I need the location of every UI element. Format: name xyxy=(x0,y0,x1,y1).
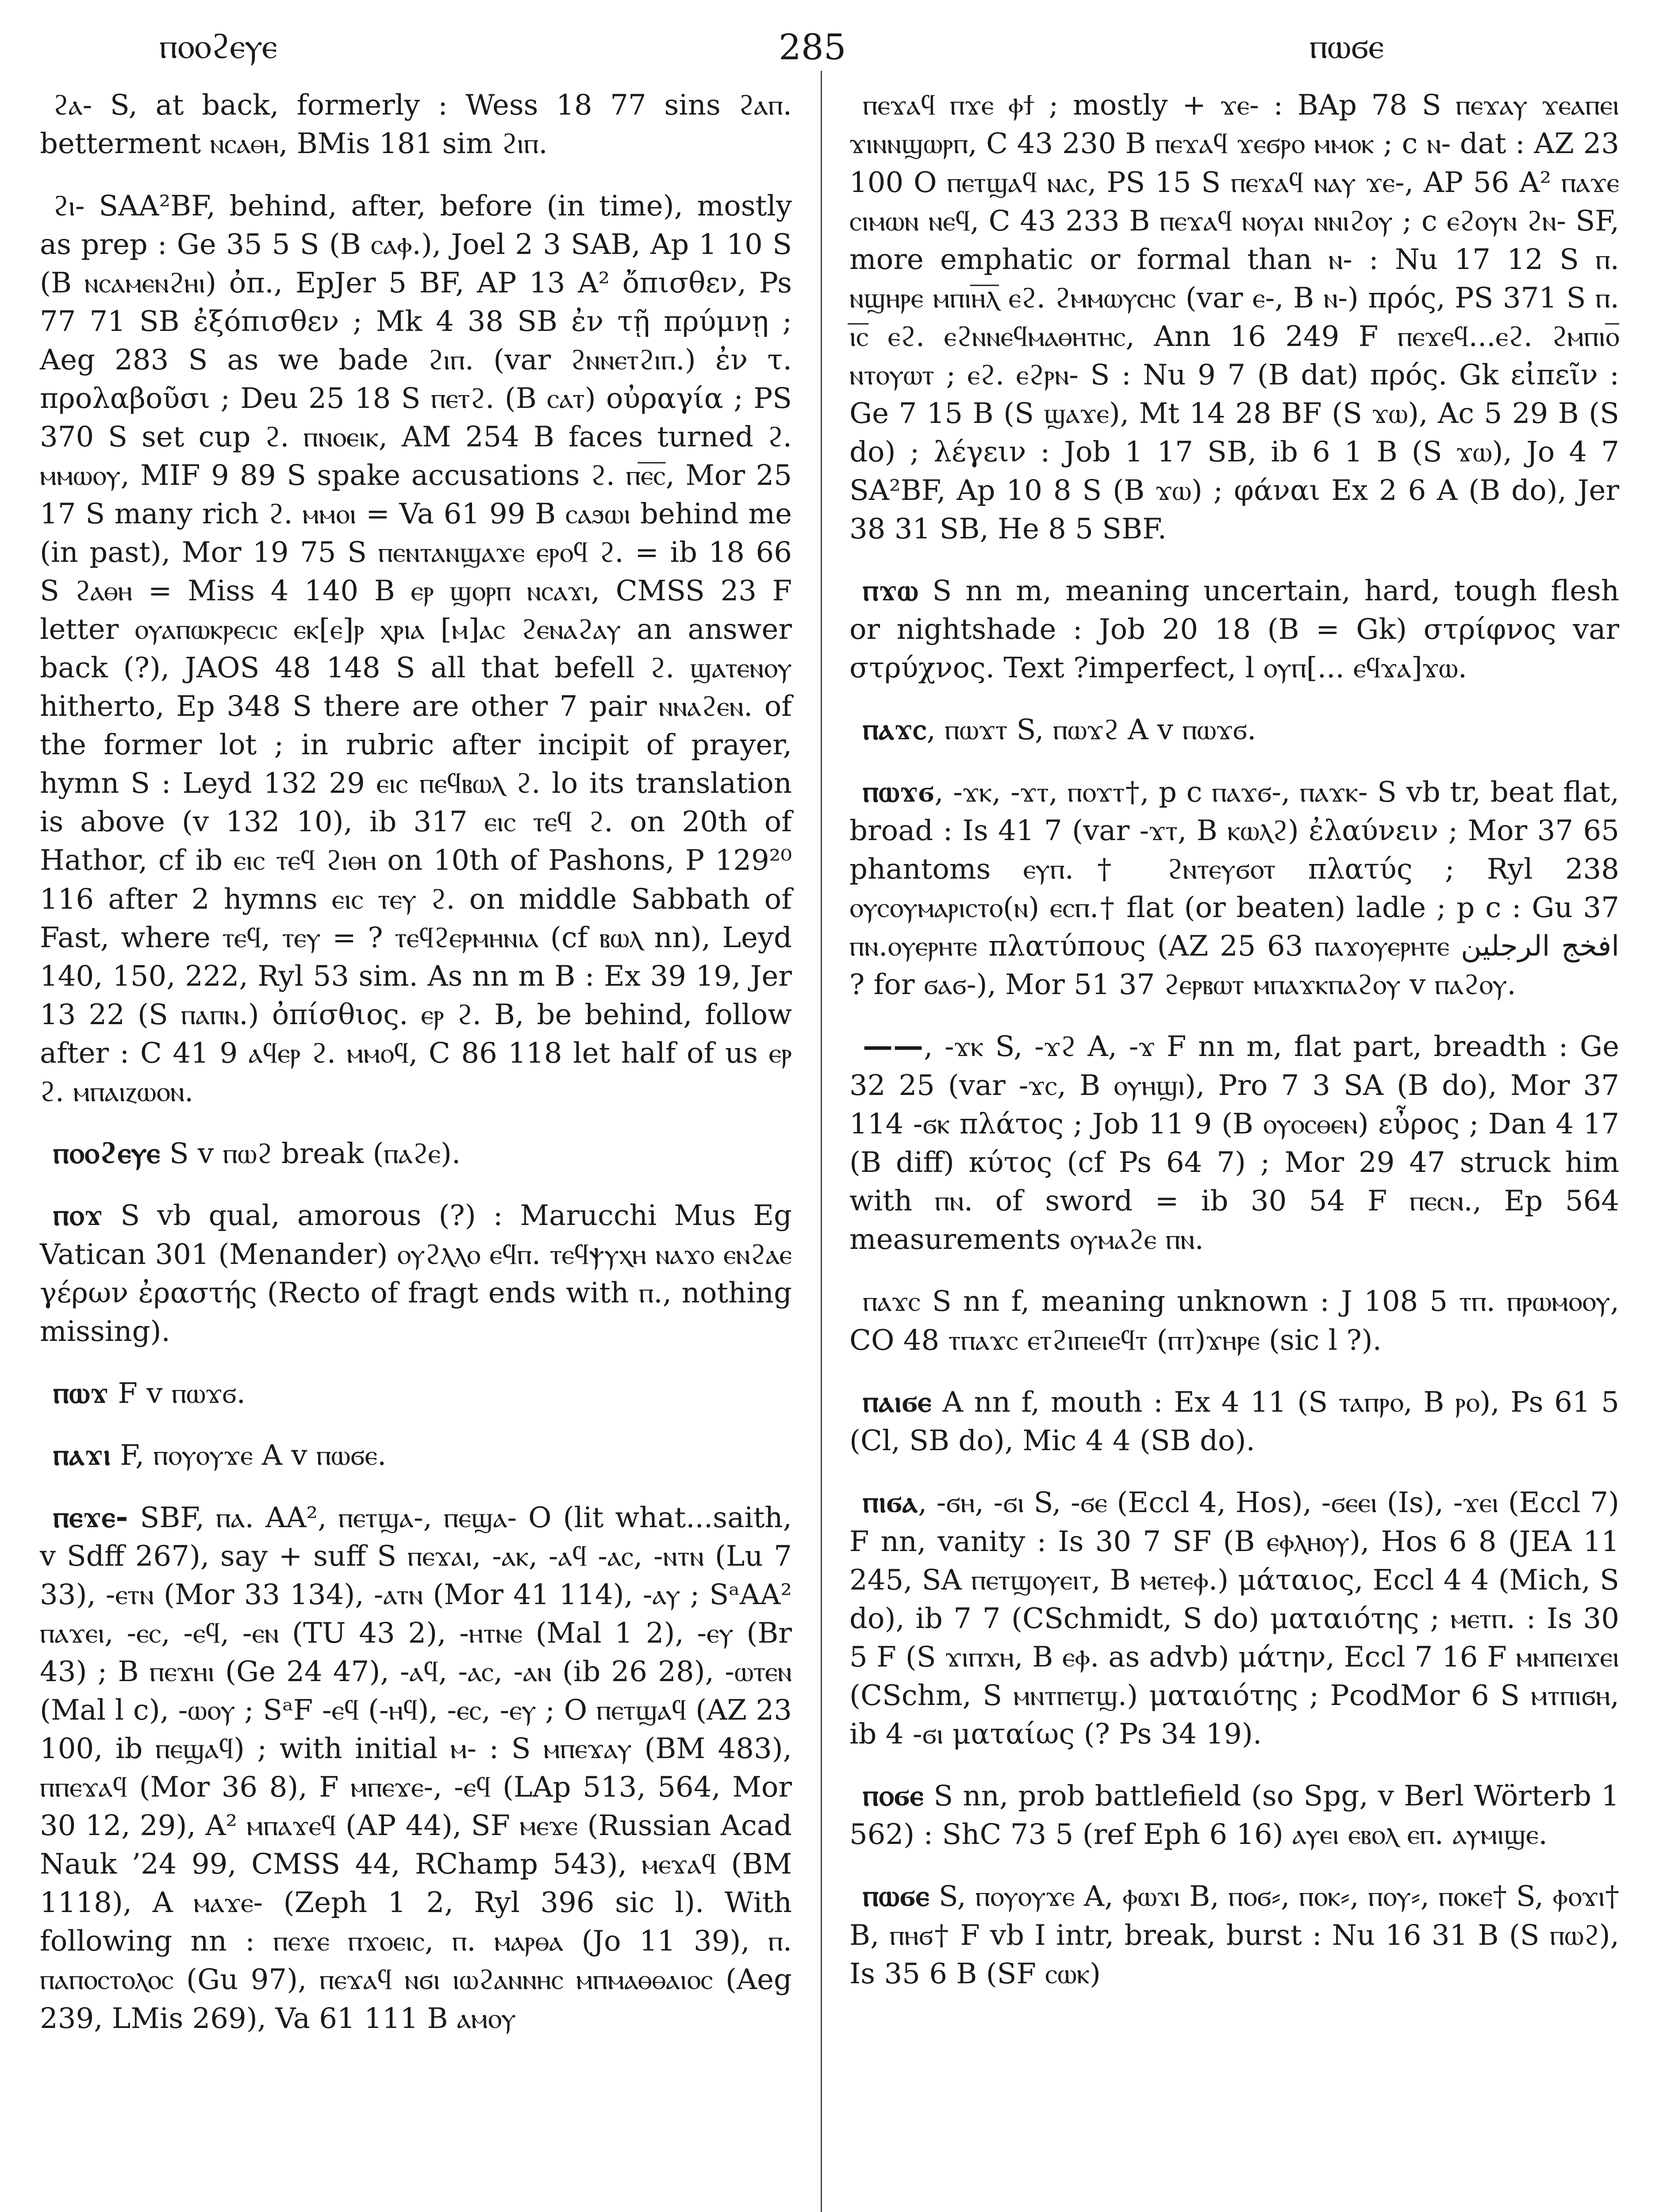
entry xyxy=(849,1025,1619,1259)
entry-headword: ⲡⲁϫⲥ xyxy=(863,711,927,747)
entry-text: ⲡⲉϫⲁϥ ⲡϫⲉ ⲫϯ ; mostly + ϫⲉ- : BAp 78 S ⲡⲉϫⲁⲩ ϫⲉⲁⲡⲉⲓ ϫⲓⲛⲛϣⲱⲣⲡ, C 43 230 B ⲡⲉϫⲁϥ ϫⲉϭⲣⲟ ⲙⲙⲟⲕ ; c ⲛ- dat : AZ 23 100 O ⲡⲉⲧϣⲁϥ ⲛⲁⲥ, PS 15 S ⲡⲉϫⲁϥ ⲛⲁⲩ ϫⲉ-, AP 56 A² ⲡⲁϫⲉ ⲥⲓⲙⲱⲛ ⲛⲉϥ, C 43 233 B ⲡⲉϫⲁϥ ⲛⲟⲩⲁⲓ ⲛⲛⲓϩⲟⲩ ; c ⲉϩⲟⲩⲛ ϩⲛ- SF, more emphatic or formal than ⲛ- : Nu 17 12 S ⲡ. ⲛϣⲏⲣⲉ ⲙⲡⲓⲏ̅ⲗ̅ ⲉϩ. ϩⲙⲙⲱⲩⲥⲏⲥ (var ⲉ-, B ⲛ-) πρός, PS 371 S ⲡ. ⲓ̅ⲥ̅ ⲉϩ. ⲉϩⲛⲛⲉϥⲙⲁⲑⲏⲧⲏⲥ, Ann 16 249 F ⲡⲉϫⲉϥ...ⲉϩ. ϩⲙⲡⲓⲟ̅ ⲛⲧⲟⲩⲱⲧ ; ⲉϩ. ⲉϩⲣⲛ- S : Nu 9 7 (B dat) πρός. Gk εἰπεῖν : Ge 7 15 B (S ϣⲁϫⲉ), Mt 14 28 BF (S ϫⲱ), Ac 5 29 B (S do) ; λέγειν : Job 1 17 SB, ib 6 1 B (S ϫⲱ), Jo 4 7 SA²BF, Ap 10 8 S (B ϫⲱ) ; φάναι Ex 2 6 A (B do), Jer 38 31 SB, He 8 5 SBF. xyxy=(849,89,1619,545)
entry-headword: ⲡⲟϫ xyxy=(53,1197,104,1233)
entry-headword: ⲡⲓϭⲁ xyxy=(863,1484,918,1520)
entry-headword: —— xyxy=(863,1028,924,1064)
entry-headword: ⲡⲟϭⲉ xyxy=(863,1777,924,1813)
entry-text: ϩⲁ- S, at back, formerly : Wess 18 77 sins ϩⲁⲡ. betterment ⲛⲥⲁⲑⲏ, BMis 181 sim ϩⲓⲡ. xyxy=(40,89,792,161)
entry xyxy=(849,1875,1619,1993)
entry-text: S vb qual, amorous (?) : Marucchi Mus Eg Vatican 301 (Menander) ⲟⲩϩⲗⲗⲟ ⲉϥⲡ. ⲧⲉϥⲯⲩⲭⲏ ⲛⲁϫⲟ ⲉⲛϩⲁⲉ γέρων ἐραστής (Recto of fragt ends with ⲡ., nothing missing). xyxy=(40,1199,792,1348)
entry xyxy=(40,1497,792,2038)
page-number: 285 xyxy=(779,27,846,68)
entry-headword: ⲡⲱϫ xyxy=(53,1375,109,1410)
entry-text: F v ⲡⲱϫϭ. xyxy=(109,1377,246,1410)
entry-headword: ⲡⲁⲓϭⲉ xyxy=(863,1383,932,1419)
entry-headword: ⲡⲱϭⲉ xyxy=(863,1878,930,1914)
entry xyxy=(849,84,1619,549)
entry-headword: ⲡⲱϫϭ xyxy=(863,773,935,809)
entry-headword: ⲡⲁϫⲓ xyxy=(53,1437,111,1473)
entry-text: ⲡⲁϫⲥ S nn f, meaning unknown : J 108 5 ⲧⲡ. ⲡⲣⲱⲙⲟⲟⲩ, CO 48 ⲧⲡⲁϫⲥ ⲉⲧϩⲓⲡⲉⲓⲉϥⲧ (ⲡⲧ)ϫⲏⲣⲉ (sic l ?). xyxy=(849,1285,1619,1357)
header-left-guideword: ⲡⲟⲟϩⲉⲩⲉ xyxy=(159,27,277,66)
entry xyxy=(849,771,1619,1005)
entry-text: S v ⲡⲱϩ break (ⲡⲁϩⲉ). xyxy=(160,1137,461,1170)
entry xyxy=(849,1775,1619,1855)
entry-headword: ⲡϫⲱ xyxy=(863,572,919,608)
entry-text: , -ϫⲕ, -ϫⲧ, ⲡⲟϫⲧ†, p c ⲡⲁϫϭ-, ⲡⲁϫⲕ- S vb tr, beat flat, broad : Is 41 7 (var -ϫⲧ, B ⲕⲱⲗϩ) ἐλαύνειν ; Mor 37 65 phantoms ⲉⲩⲡ.† ϩⲛⲧⲉⲩϭⲟⲧ πλατύς ; Ryl 238 ⲟⲩⲥⲟⲩⲙⲁⲣⲓⲥⲧⲟ(ⲛ) ⲉⲥⲡ.† flat (or beaten) ladle ; p c : Gu 37 ⲡⲛ.ⲟⲩⲉⲣⲏⲧⲉ πλατύπους (AZ 25 63 ⲡⲁϫⲟⲩⲉⲣⲏⲧⲉ افخج الرجلين ? for ϭⲁϭ-), Mor 51 37 ϩⲉⲣⲃⲱⲧ ⲙⲡⲁϫⲕⲡⲁϩⲟⲩ v ⲡⲁϩⲟⲩ. xyxy=(849,776,1619,1002)
entry-text: ϩⲓ- SAA²BF, behind, after, before (in time), mostly as prep : Ge 35 5 S (B ⲥⲁⲫ.), Joel 2 3 SAB, Ap 1 10 S (B ⲛⲥⲁⲙⲉⲛϩⲏⲓ) ὀπ., EpJer 5 BF, AP 13 A² ὄπισθεν, Ps 77 71 SB ἐξόπισθεν ; Mk 4 38 SB ἐν τῇ πρύμνῃ ; Aeg 283 S as we bade ϩⲓⲡ. (var ϩⲛⲛⲉⲧϩⲓⲡ.) ἐν τ. προλαβοῦσι ; Deu 25 18 S ⲡⲉⲧϩ. (B ⲥⲁⲧ) οὐραγία ; PS 370 S set cup ϩ. ⲡⲛⲟⲉⲓⲕ, AM 254 B faces turned ϩ. ⲙⲙⲱⲟⲩ, MIF 9 89 S spake accusations ϩ. ⲡⲉ̅ⲥ̅, Mor 25 17 S many rich ϩ. ⲙⲙⲟⲓ = Va 61 99 B ⲥⲁϧⲱⲓ behind me (in past), Mor 19 75 S ⲡⲉⲛⲧⲁⲛϣⲁϫⲉ ⲉⲣⲟϥ ϩ. = ib 18 66 S ϩⲁⲑⲏ = Miss 4 140 B ⲉⲣ ϣⲟⲣⲡ ⲛⲥⲁϫⲓ, CMSS 23 F letter ⲟⲩⲁⲡⲱⲕⲣⲉⲥⲓⲥ ⲉⲕ[ⲉ]ⲣ ⲭⲣⲓⲁ [ⲙ]ⲁⲥ ϩⲉⲛⲁϩⲁⲩ an answer back (?), JAOS 48 148 S all that befell ϩ. ϣⲁⲧⲉⲛⲟⲩ hitherto, Ep 348 S there are other 7 pair ⲛⲛⲁϩⲉⲛ. of the former lot ; in rubric after incipit of prayer, hymn S : Leyd 132 29 ⲉⲓⲥ ⲡⲉϥⲃⲱⲗ ϩ. lo its translation is above (v 132 10), ib 317 ⲉⲓⲥ ⲧⲉϥ ϩ. on 20th of Hathor, cf ib ⲉⲓⲥ ⲧⲉϥ ϩⲓⲑⲏ on 10th of Pashons, P 129²⁰ 116 after 2 hymns ⲉⲓⲥ ⲧⲉⲩ ϩ. on middle Sabbath of Fast, where ⲧⲉϥ, ⲧⲉⲩ = ? ⲧⲉϥϩⲉⲣⲙⲏⲛⲓⲁ (cf ⲃⲱⲗ nn), Leyd 140, 150, 222, Ryl 53 sim. As nn m B : Ex 39 19, Jer 13 22 (S ⲡⲁⲡⲛ.) ὀπίσθιος. ⲉⲣ ϩ. B, be behind, follow after : C 41 9 ⲁϥⲉⲣ ϩ. ⲙⲙⲟϥ, C 86 118 let half of us ⲉⲣ ϩ. ⲙⲡⲁⲓⲍⲱⲟⲛ. xyxy=(40,189,792,1108)
entry xyxy=(40,1133,792,1173)
right-column xyxy=(849,84,1619,2015)
entry-text: S nn m, meaning uncertain, hard, tough flesh or nightshade : Job 20 18 (B = Gk) στρίφνος var στρύχνος. Text ?imperfect, l ⲟⲩⲡ[... ⲉϥϫⲁ]ϫⲱ. xyxy=(849,574,1619,685)
entry xyxy=(40,1372,792,1413)
entry-headword: ⲡⲟⲟϩⲉⲩⲉ xyxy=(53,1135,161,1171)
entry xyxy=(849,709,1619,749)
entry xyxy=(849,1482,1619,1754)
left-column xyxy=(40,84,792,2059)
entry-text: S nn, prob battlefield (so Spg, v Berl Wörterb 1 562) : ShC 73 5 (ref Eph 6 16) ⲁⲩⲉⲓ ⲉⲃⲟⲗ ⲉⲡ. ⲁⲩⲙⲓϣⲉ. xyxy=(849,1779,1619,1851)
entry-text: , -ϭⲏ, -ϭⲓ S, -ϭⲉ (Eccl 4, Hos), -ϭⲉⲉⲓ (Is), -ϫⲉⲓ (Eccl 7) F nn, vanity : Is 30 7 SF (B ⲉⲫⲗⲏⲟⲩ), Hos 6 8 (JEA 11 245, SA ⲡⲉⲧϣⲟⲩⲉⲓⲧ, B ⲙⲉⲧⲉⲫ.) μάταιος, Eccl 4 4 (Mich, S do), ib 7 7 (CSchmidt, S do) ματαιότης ; ⲙⲉⲧⲡ. : Is 30 5 F (S ϫⲓⲡϫⲏ, B ⲉⲫ. as advb) μάτην, Eccl 7 16 F ⲙⲙⲡⲉⲓϫⲉⲓ (CSchm, S ⲙⲛⲧⲡⲉⲧϣ.) ματαιότης ; PcodMor 6 S ⲙⲧⲡⲓϭⲏ, ib 4 -ϭⲓ ματαίως (? Ps 34 19). xyxy=(849,1486,1619,1751)
entry-text: , -ϫⲕ S, -ϫϩ A, -ϫ F nn m, flat part, breadth : Ge 32 25 (var -ϫⲥ, B ⲟⲩⲏϣⲓ), Pro 7 3 SA (B do), Mor 37 114 -ϭⲕ πλάτος ; Job 11 9 (B ⲟⲩⲟⲥⲑⲉⲛ) εὖρος ; Dan 4 17 (B diff) κύτος (cf Ps 64 7) ; Mor 29 47 struck him with ⲡⲛ. of sword = ib 30 54 F ⲡⲉⲥⲛ., Ep 564 measurements ⲟⲩⲙⲁϩⲉ ⲡⲛ. xyxy=(849,1030,1619,1256)
entry xyxy=(40,185,792,1111)
entry xyxy=(40,84,792,164)
entry xyxy=(849,1280,1619,1360)
header-right-guideword: ⲡⲱϭⲉ xyxy=(1309,27,1384,66)
entry-text: S, ⲡⲟⲩⲟⲩϫⲉ A, ⲫⲱϫⲓ B, ⲡⲟϭ⸗, ⲡⲟⲕ⸗, ⲡⲟⲩ⸗, ⲡⲟⲕⲉ† S, ⲫⲟϫⲓ† B, ⲡⲏϭ† F vb I intr, break, burst : Nu 16 31 B (S ⲡⲱϩ), Is 35 6 B (SF ⲥⲱⲕ) xyxy=(849,1880,1619,1990)
entry-text: SBF, ⲡⲁ. AA², ⲡⲉⲧϣⲁ-, ⲡⲉϣⲁ- O (lit what...saith, v Sdff 267), say + suff S ⲡⲉϫⲁⲓ, -ⲁⲕ, -ⲁϥ -ⲁⲥ, -ⲛⲧⲛ (Lu 7 33), -ⲉⲧⲛ (Mor 33 134), -ⲁⲧⲛ (Mor 41 114), -ⲁⲩ ; SᵃAA² ⲡⲁϫⲉⲓ, -ⲉⲥ, -ⲉϥ, -ⲉⲛ (TU 43 2), -ⲏⲧⲛⲉ (Mal 1 2), -ⲉⲩ (Br 43) ; B ⲡⲉϫⲏⲓ (Ge 24 47), -ⲁϥ, -ⲁⲥ, -ⲁⲛ (ib 26 28), -ⲱⲧⲉⲛ (Mal l c), -ⲱⲟⲩ ; SᵃF -ⲉϥ (-ⲏϥ), -ⲉⲥ, -ⲉⲩ ; O ⲡⲉⲧϣⲁϥ (AZ 23 100, ib ⲡⲉϣⲁϥ) ; with initial ⲙ- : S ⲙⲡⲉϫⲁⲩ (BM 483), ⲡⲡⲉϫⲁϥ (Mor 36 8), F ⲙⲡⲉϫⲉ-, -ⲉϥ (LAp 513, 564, Mor 30 12, 29), A² ⲙⲡⲁϫⲉϥ (AP 44), SF ⲙⲉϫⲉ (Russian Acad Nauk ’24 99, CMSS 44, RChamp 543), ⲙⲉϫⲁϥ (BM 1118), A ⲙⲁϫⲉ- (Zeph 1 2, Ryl 396 sic l). With following nn : ⲡⲉϫⲉ ⲡϫⲟⲉⲓⲥ, ⲡ. ⲙⲁⲣⲑⲁ (Jo 11 39), ⲡ. ⲡⲁⲡⲟⲥⲧⲟⲗⲟⲥ (Gu 97), ⲡⲉϫⲁϥ ⲛϭⲓ ⲓⲱϩⲁⲛⲛⲏⲥ ⲙⲡⲙⲁⲑⲑⲁⲓⲟⲥ (Aeg 239, LMis 269), Va 61 111 B ⲁⲙⲟⲩ xyxy=(40,1501,792,2035)
entry xyxy=(849,1381,1619,1461)
running-header xyxy=(0,18,1667,84)
entry xyxy=(849,570,1619,688)
entry xyxy=(40,1434,792,1475)
column-divider xyxy=(821,71,822,2212)
entry-text: F, ⲡⲟⲩⲟⲩϫⲉ A v ⲡⲱϭⲉ. xyxy=(111,1439,387,1472)
entry-text: A nn f, mouth : Ex 4 11 (S ⲧⲁⲡⲣⲟ, B ⲣⲟ), Ps 61 5 (Cl, SB do), Mic 4 4 (SB do). xyxy=(849,1386,1619,1458)
entry-headword: ⲡⲉϫⲉ- xyxy=(53,1499,129,1535)
entry-text: , ⲡⲱϫⲧ S, ⲡⲱϫϩ A v ⲡⲱϫϭ. xyxy=(926,714,1256,747)
entry xyxy=(40,1194,792,1351)
